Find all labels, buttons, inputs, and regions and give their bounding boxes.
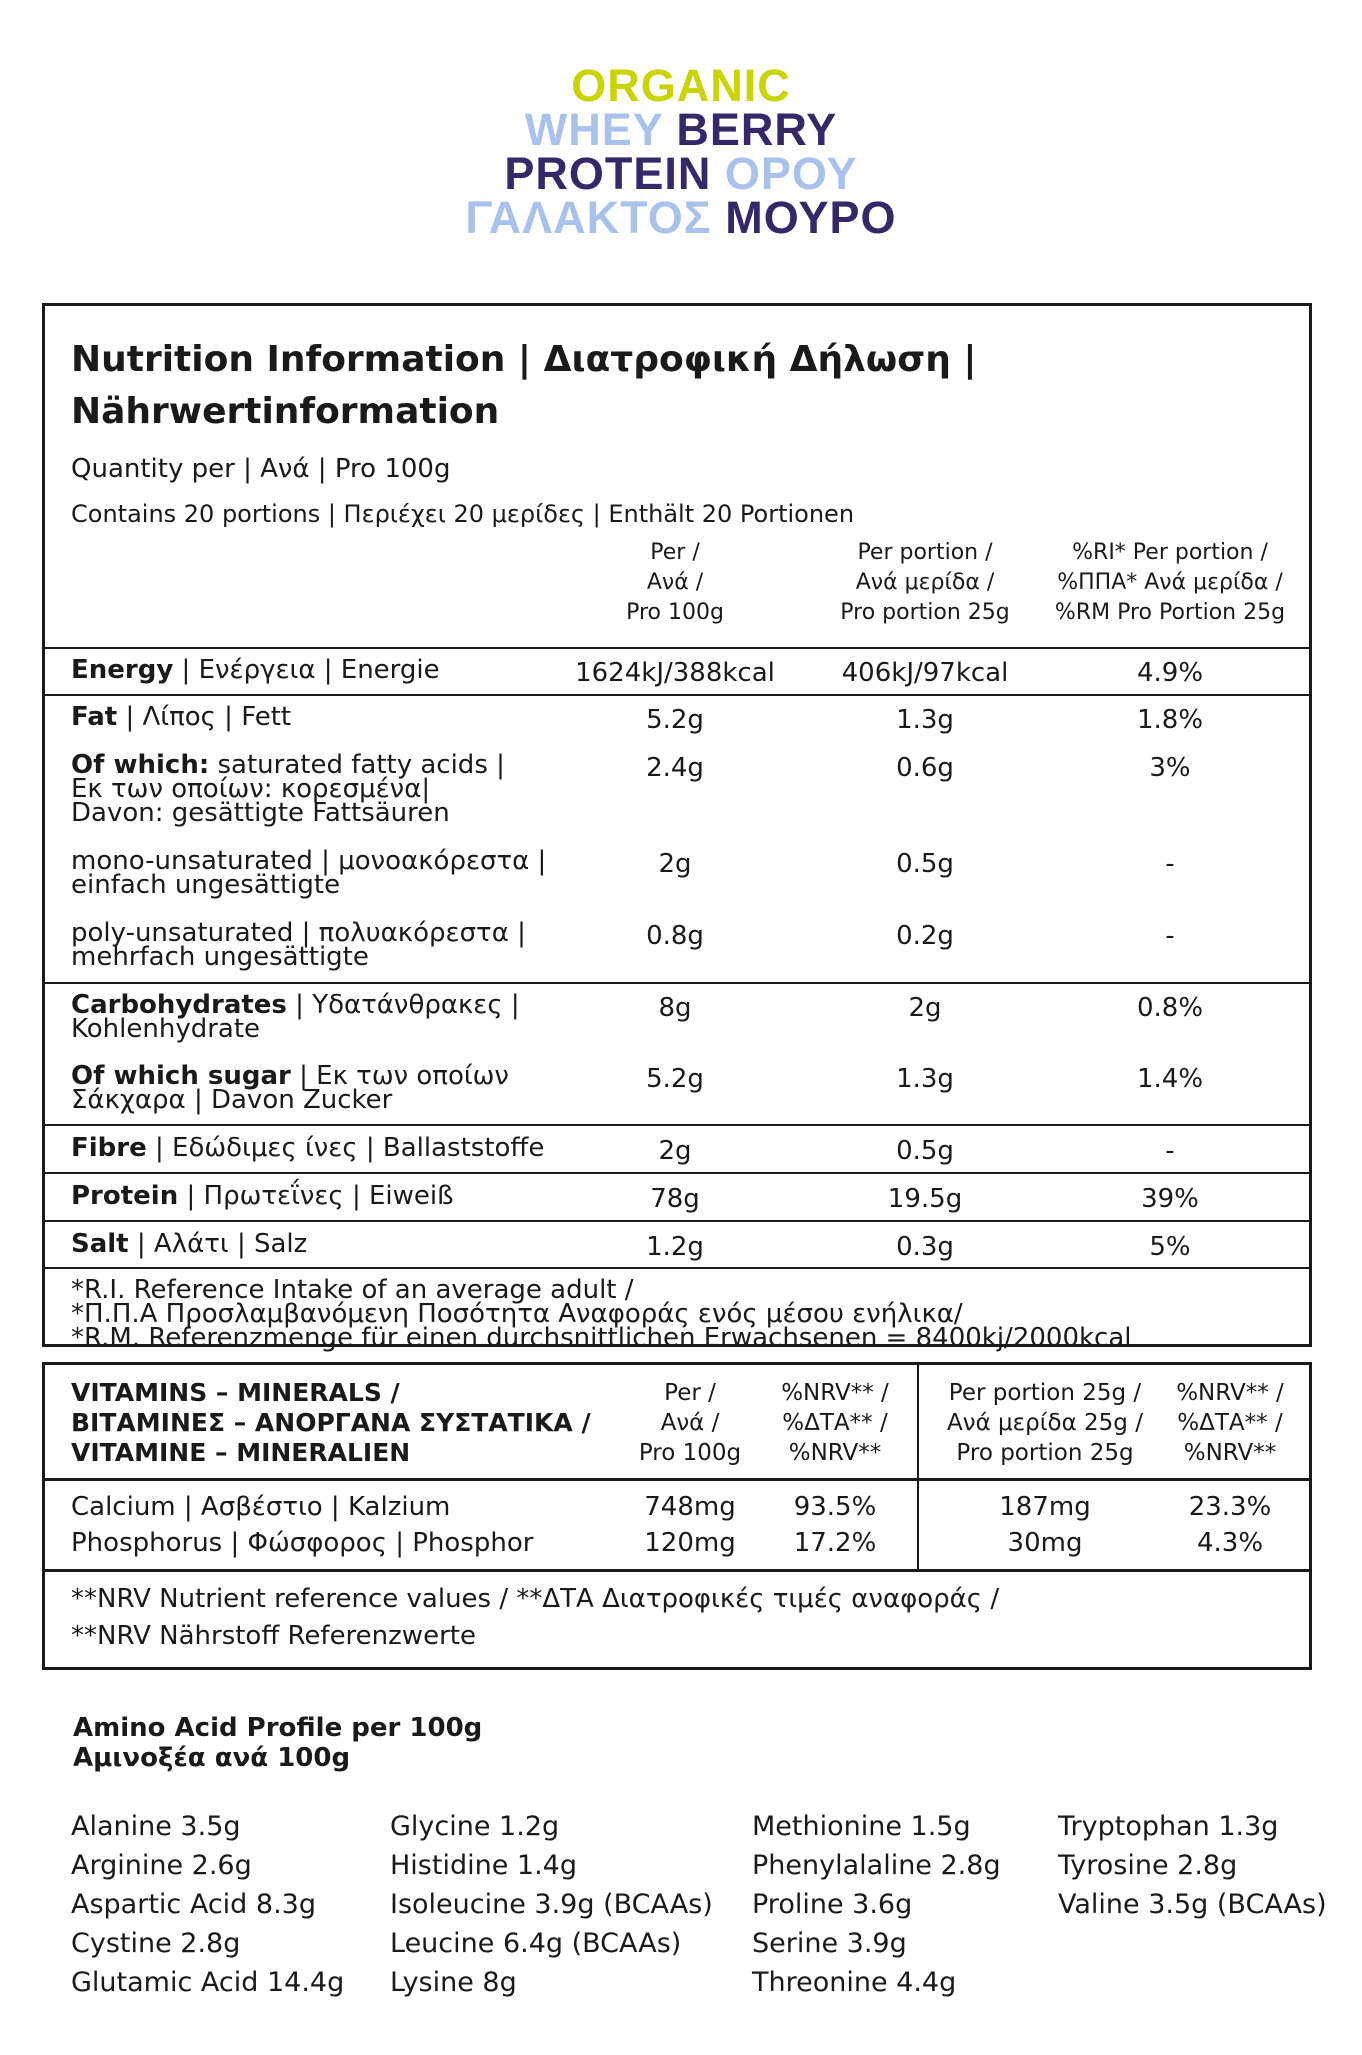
row-saturated-label: Of which: saturated fatty acids | Εκ των οποίων: κορεσμένα| Davon: gesättigte Fattsäuren	[71, 750, 505, 828]
nutrition-title-line-2: Nährwertinformation	[71, 391, 500, 432]
vit-row-phosphorus-nrv-portion: 4.3%	[1196, 1528, 1264, 1558]
row-sugar-ri: 1.4%	[1136, 1064, 1204, 1094]
divider	[45, 982, 1309, 984]
row-saturated-ri: 3%	[1149, 753, 1191, 783]
row-salt-ri: 5%	[1149, 1232, 1191, 1262]
amino-item: Valine 3.5g (BCAAs)	[1058, 1889, 1327, 1920]
row-carbohydrates-per-portion: 2g	[908, 993, 942, 1023]
vit-row-calcium-per-portion: 187mg	[999, 1492, 1091, 1522]
row-fat-ri: 1.8%	[1136, 705, 1204, 735]
vitamins-footnote: **NRV Nutrient reference values / **ΔΤΑ Διατροφικές τιμές αναφοράς / **NRV Nährstoff Referenzwerte	[71, 1584, 1000, 1651]
row-protein-ri: 39%	[1141, 1184, 1199, 1214]
row-poly-label: poly-unsaturated | πολυακόρεστα | mehrfach ungesättigte	[71, 918, 526, 972]
quantity-label: Quantity per | Ανά | Pro 100g	[71, 454, 451, 484]
row-poly-ri: -	[1165, 921, 1175, 951]
row-mono-per-portion: 0.5g	[896, 849, 954, 879]
divider	[45, 1478, 1309, 1481]
amino-item: Lysine 8g	[390, 1967, 517, 1998]
vit-col-header-per-100g: Per / Ανά / Pro 100g	[638, 1380, 742, 1466]
row-energy-ri: 4.9%	[1136, 658, 1204, 688]
amino-item: Aspartic Acid 8.3g	[71, 1889, 316, 1920]
row-carbohydrates-label: Carbohydrates | Υδατάνθρακες | Kohlenhydrate	[71, 990, 520, 1044]
row-sugar-per-100g: 5.2g	[646, 1064, 704, 1094]
vit-row-calcium-nrv-100g: 93.5%	[793, 1492, 877, 1522]
amino-col-2	[390, 1807, 713, 2002]
row-salt-label: Salt | Αλάτι | Salz	[71, 1229, 308, 1259]
title-line-1: ORGANIC	[571, 60, 791, 111]
amino-heading: Amino Acid Profile per 100g Αμινοξέα ανά 100g	[73, 1713, 483, 1773]
row-fibre-per-100g: 2g	[658, 1136, 692, 1166]
row-fat-label: Fat | Λίπος | Fett	[71, 702, 292, 732]
row-salt-per-portion: 0.3g	[896, 1232, 954, 1262]
col-header-per-100g: Per / Ανά / Pro 100g	[626, 540, 724, 625]
product-title	[0, 60, 1362, 243]
row-mono-label: mono-unsaturated | μονοακόρεστα | einfach ungesättigte	[71, 846, 547, 900]
amino-item: Cystine 2.8g	[71, 1928, 241, 1959]
row-fat-per-portion: 1.3g	[896, 705, 954, 735]
vit-row-phosphorus-nrv-100g: 17.2%	[793, 1528, 877, 1558]
vit-col-header-nrv-100g: %NRV** / %ΔΤΑ** / %NRV**	[781, 1380, 889, 1466]
row-saturated-per-portion: 0.6g	[896, 753, 954, 783]
amino-col-3	[752, 1807, 1001, 2002]
row-saturated-per-100g: 2.4g	[646, 753, 704, 783]
nutrition-footnote: *R.I. Reference Intake of an average adult / *Π.Π.Α Προσλαμβανόμενη Ποσότητα Αναφοράς ενός μέσου ενήλικα/ *R.M. Referenzmenge für einen durchsnittlichen Erwachsenen = 8400kj/2000kcal	[71, 1275, 1132, 1353]
vit-row-phosphorus-per-100g: 120mg	[644, 1528, 736, 1558]
vit-row-calcium-label: Calcium | Ασβέστιο | Kalzium	[71, 1492, 451, 1522]
row-salt-per-100g: 1.2g	[646, 1232, 704, 1262]
title-line-2: WHEY BERRY	[524, 104, 838, 155]
amino-item: Histidine 1.4g	[390, 1850, 577, 1881]
amino-item: Threonine 4.4g	[752, 1967, 957, 1998]
row-protein-per-portion: 19.5g	[887, 1184, 963, 1214]
divider	[45, 1220, 1309, 1222]
vit-row-calcium-nrv-portion: 23.3%	[1188, 1492, 1272, 1522]
row-fat-per-100g: 5.2g	[646, 705, 704, 735]
portions-label: Contains 20 portions | Περιέχει 20 μερίδες | Enthält 20 Portionen	[71, 500, 855, 528]
divider	[45, 1124, 1309, 1126]
row-energy-label: Energy | Ενέργεια | Energie	[71, 655, 440, 685]
amino-col-4	[1058, 1807, 1327, 1924]
row-fibre-label: Fibre | Εδώδιμες ίνες | Ballaststoffe	[71, 1133, 545, 1163]
divider	[45, 647, 1309, 649]
row-mono-per-100g: 2g	[658, 849, 692, 879]
row-fibre-per-portion: 0.5g	[896, 1136, 954, 1166]
amino-item: Serine 3.9g	[752, 1928, 907, 1959]
vit-col-header-nrv-portion: %NRV** / %ΔΤΑ** / %NRV**	[1176, 1380, 1284, 1466]
row-poly-per-portion: 0.2g	[896, 921, 954, 951]
amino-item: Tyrosine 2.8g	[1058, 1850, 1238, 1881]
amino-col-1	[71, 1807, 344, 2002]
amino-item: Isoleucine 3.9g (BCAAs)	[390, 1889, 713, 1920]
nutrition-title-line-1: Nutrition Information | Διατροφική Δήλωση |	[71, 339, 977, 380]
amino-item: Tryptophan 1.3g	[1058, 1811, 1279, 1842]
amino-item: Methionine 1.5g	[752, 1811, 971, 1842]
vit-col-header-per-portion: Per portion 25g / Ανά μερίδα 25g / Pro portion 25g	[947, 1380, 1143, 1466]
row-carbohydrates-ri: 0.8%	[1136, 993, 1204, 1023]
divider	[45, 1172, 1309, 1174]
divider	[45, 1267, 1309, 1269]
row-carbohydrates-per-100g: 8g	[658, 993, 692, 1023]
row-mono-ri: -	[1165, 849, 1175, 879]
amino-item: Glutamic Acid 14.4g	[71, 1967, 345, 1998]
amino-item: Proline 3.6g	[752, 1889, 913, 1920]
row-energy-per-portion: 406kJ/97kcal	[841, 658, 1009, 688]
row-protein-per-100g: 78g	[650, 1184, 700, 1214]
amino-item: Leucine 6.4g (BCAAs)	[390, 1928, 682, 1959]
vit-row-phosphorus-per-portion: 30mg	[1007, 1528, 1083, 1558]
amino-item: Glycine 1.2g	[390, 1811, 560, 1842]
vit-row-calcium-per-100g: 748mg	[644, 1492, 736, 1522]
vitamins-heading: VITAMINS – MINERALS / ΒΙΤΑΜΙΝΕΣ – ΑΝΟΡΓΑΝΑ ΣΥΣΤΑΤΙΚΑ / VITAMINE – MINERALIEN	[71, 1378, 591, 1467]
row-sugar-label: Of which sugar | Εκ των οποίων Σάκχαρα | Davon Zucker	[71, 1061, 509, 1115]
row-fibre-ri: -	[1165, 1136, 1175, 1166]
row-sugar-per-portion: 1.3g	[896, 1064, 954, 1094]
row-energy-per-100g: 1624kJ/388kcal	[575, 658, 775, 688]
row-poly-per-100g: 0.8g	[646, 921, 704, 951]
amino-item: Arginine 2.6g	[71, 1850, 252, 1881]
title-line-4: ΓΑΛΑΚΤΟΣ ΜΟΥΡΟ	[465, 192, 897, 243]
divider	[45, 1569, 1309, 1572]
row-protein-label: Protein | Πρωτεΐνες | Eiweiß	[71, 1181, 454, 1211]
col-header-per-portion: Per portion / Ανά μερίδα / Pro portion 25g	[840, 540, 1010, 625]
amino-item: Alanine 3.5g	[71, 1811, 241, 1842]
vit-row-phosphorus-label: Phosphorus | Φώσφορος | Phosphor	[71, 1528, 534, 1558]
title-line-3: PROTEIN ΟΡΟΥ	[504, 148, 858, 199]
vertical-divider	[917, 1365, 919, 1570]
col-header-ri: %RI* Per portion / %ΠΠΑ* Ανά μερίδα / %RM Pro Portion 25g	[1054, 540, 1286, 625]
divider	[45, 694, 1309, 696]
amino-item: Phenylalaline 2.8g	[752, 1850, 1001, 1881]
